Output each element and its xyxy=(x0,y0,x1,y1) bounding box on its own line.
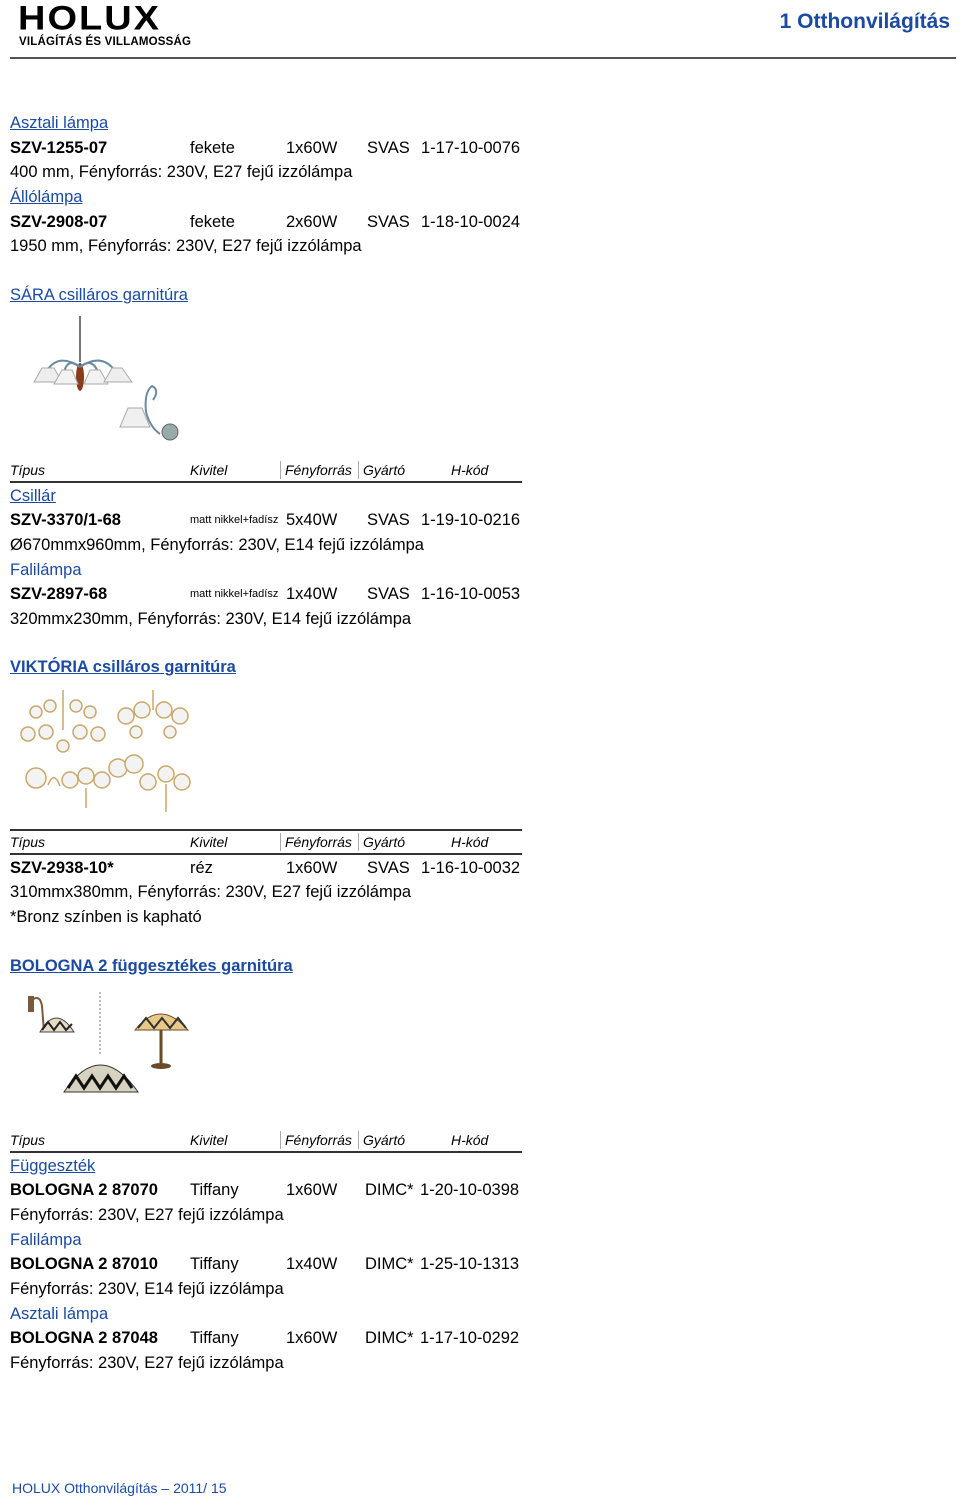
product-maker: DIMC* xyxy=(365,1181,414,1199)
product-finish: réz xyxy=(190,859,213,877)
product-description: 1950 mm, Fényforrás: 230V, E27 fejű izzólámpa xyxy=(10,237,362,255)
product-light: 2x60W xyxy=(286,213,338,231)
product-description: 400 mm, Fényforrás: 230V, E27 fejű izzólámpa xyxy=(10,163,353,181)
product-finish: Tiffany xyxy=(190,1255,239,1273)
category-label: Függeszték xyxy=(10,1157,96,1175)
header-separator xyxy=(358,833,359,851)
product-light: 1x60W xyxy=(286,1181,338,1199)
product-hcode: 1-17-10-0076 xyxy=(421,139,521,157)
section-title-viktoria: VIKTÓRIA csilláros garnitúra xyxy=(10,658,236,676)
header-finish: Kivitel xyxy=(190,834,228,850)
header-overline xyxy=(10,829,522,831)
header-separator xyxy=(280,833,281,851)
product-light: 1x60W xyxy=(286,139,338,157)
product-light: 1x40W xyxy=(286,1255,338,1273)
header-separator xyxy=(358,461,359,479)
product-light: 1x60W xyxy=(286,859,338,877)
product-light: 5x40W xyxy=(286,511,338,529)
category-label: Falilámpa xyxy=(10,1231,82,1249)
product-hcode: 1-20-10-0398 xyxy=(420,1181,520,1199)
product-hcode: 1-19-10-0216 xyxy=(421,511,521,529)
product-finish: fekete xyxy=(190,139,235,157)
header-underline xyxy=(10,853,522,855)
product-code: BOLOGNA 2 87010 xyxy=(10,1255,158,1273)
product-code: SZV-2938-10* xyxy=(10,859,114,877)
header-light: Fényforrás xyxy=(285,462,352,478)
availability-note: *Bronz színben is kapható xyxy=(10,908,202,926)
product-code: BOLOGNA 2 87048 xyxy=(10,1329,158,1347)
product-light: 1x60W xyxy=(286,1329,338,1347)
header-underline xyxy=(10,481,522,483)
product-finish: matt nikkel+fadísz xyxy=(190,588,279,600)
header-code: H-kód xyxy=(451,462,489,478)
product-finish: fekete xyxy=(190,213,235,231)
category-label: Falilámpa xyxy=(10,561,82,579)
product-finish: Tiffany xyxy=(190,1181,239,1199)
holux-logo xyxy=(18,0,218,48)
category-label: Asztali lámpa xyxy=(10,1305,109,1323)
header-maker: Gyártó xyxy=(363,462,406,478)
product-finish: matt nikkel+fadísz xyxy=(190,514,279,526)
product-hcode: 1-16-10-0053 xyxy=(421,585,521,603)
product-finish: Tiffany xyxy=(190,1329,239,1347)
header-light: Fényforrás xyxy=(285,1132,352,1148)
section-title-sara: SÁRA csilláros garnitúra xyxy=(10,286,188,304)
product-description: 320mmx230mm, Fényforrás: 230V, E14 fejű izzólámpa xyxy=(10,610,412,628)
header-light: Fényforrás xyxy=(285,834,352,850)
product-hcode: 1-18-10-0024 xyxy=(421,213,521,231)
viktoria-chandelier-image xyxy=(18,690,198,818)
product-maker: SVAS xyxy=(367,585,410,603)
product-maker: SVAS xyxy=(367,859,410,877)
category-label: Állólámpa xyxy=(10,188,83,206)
product-description: Fényforrás: 230V, E27 fejű izzólámpa xyxy=(10,1206,284,1224)
sara-chandelier-image xyxy=(28,312,188,447)
bologna-tiffany-image xyxy=(20,992,195,1110)
header-type: Típus xyxy=(10,462,46,478)
product-light: 1x40W xyxy=(286,585,338,603)
product-maker: DIMC* xyxy=(365,1329,414,1347)
header-type: Típus xyxy=(10,1132,46,1148)
section-title-bologna: BOLOGNA 2 függesztékes garnitúra xyxy=(10,957,293,975)
category-label: Asztali lámpa xyxy=(10,114,109,132)
header-maker: Gyártó xyxy=(363,834,406,850)
header-divider xyxy=(10,57,956,59)
header-separator xyxy=(358,1131,359,1149)
product-code: BOLOGNA 2 87070 xyxy=(10,1181,158,1199)
header-separator xyxy=(280,1131,281,1149)
product-hcode: 1-25-10-1313 xyxy=(420,1255,520,1273)
product-maker: DIMC* xyxy=(365,1255,414,1273)
product-hcode: 1-17-10-0292 xyxy=(420,1329,520,1347)
logo-subtitle: VILÁGÍTÁS ÉS VILLAMOSSÁG xyxy=(19,36,192,48)
product-description: 310mmx380mm, Fényforrás: 230V, E27 fejű izzólámpa xyxy=(10,883,412,901)
header-underline xyxy=(10,1151,522,1153)
product-code: SZV-1255-07 xyxy=(10,139,108,157)
header-finish: Kivitel xyxy=(190,462,228,478)
header-finish: Kivitel xyxy=(190,1132,228,1148)
header-type: Típus xyxy=(10,834,46,850)
logo-word: HOLUX xyxy=(18,0,161,38)
category-label: Csillár xyxy=(10,487,56,505)
product-maker: SVAS xyxy=(367,511,410,529)
header-code: H-kód xyxy=(451,834,489,850)
product-maker: SVAS xyxy=(367,213,410,231)
page-title: 1 Otthonvilágítás xyxy=(779,10,950,33)
header-code: H-kód xyxy=(451,1132,489,1148)
header-maker: Gyártó xyxy=(363,1132,406,1148)
product-code: SZV-3370/1-68 xyxy=(10,511,121,529)
product-hcode: 1-16-10-0032 xyxy=(421,859,521,877)
product-description: Fényforrás: 230V, E27 fejű izzólámpa xyxy=(10,1354,284,1372)
product-maker: SVAS xyxy=(367,139,410,157)
product-code: SZV-2908-07 xyxy=(10,213,108,231)
page-footer: HOLUX Otthonvilágítás – 2011/ 15 xyxy=(12,1480,227,1496)
product-code: SZV-2897-68 xyxy=(10,585,108,603)
product-description: Fényforrás: 230V, E14 fejű izzólámpa xyxy=(10,1280,284,1298)
product-description: Ø670mmx960mm, Fényforrás: 230V, E14 fejű izzólámpa xyxy=(10,536,424,554)
header-separator xyxy=(280,461,281,479)
